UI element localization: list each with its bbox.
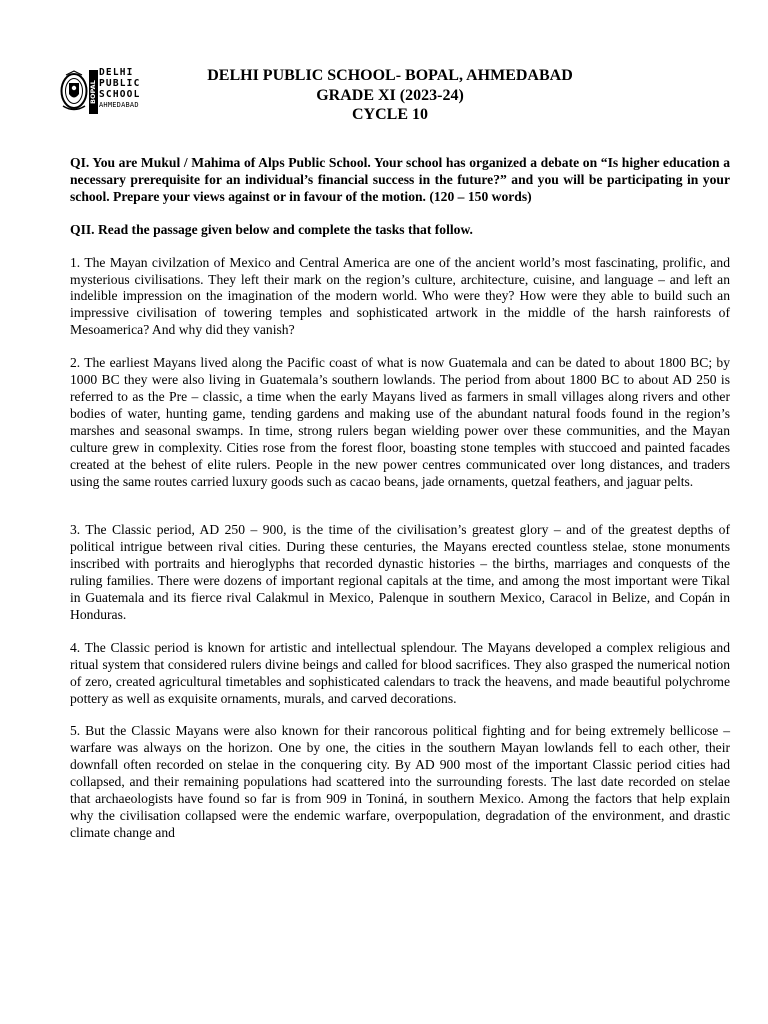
question-2: QII. Read the passage given below and complete the tasks that follow. [70,221,473,237]
passage-paragraph-4: 4. The Classic period is known for artistic and intellectual splendour. The Mayans developed a complex religious and ritual system that considered rulers divine beings and called for blood sacrifices. They also grasped the numerical notion of zero, created agricultural timetables and sophisticated calendars to track the heavens, and made beautiful polychrome pottery as well as exquisite ornaments, murals, and carved decorations. [70,639,730,706]
school-logo [60,66,156,116]
grade-title: GRADE XI (2023-24) [316,86,464,104]
document-body [70,155,730,858]
school-crest-icon [60,66,88,116]
logo-line-city: AHMEDABAD [99,101,139,109]
cycle-title: CYCLE 10 [351,106,428,123]
logo-line-delhi: DELHI [99,67,134,78]
passage-paragraph-3: 3. The Classic period, AD 250 – 900, is the time of the civilisation’s greatest glory – and of the greatest depths of political intrigue between rival cities. During these centuries, the Mayans erected countless stelae, stone monuments inscribed with portraits and hieroglyphs that recorded dynastic histories – the births, marriages and conquests of the ruling families. There were dozens of important regional capitals at the time, and among the most important were Tikal in Guatemala and its fierce rival Calakmul in Mexico, Palenque in southern Mexico, Caracol in Belize, and Copán in Honduras. [70,522,730,622]
passage-paragraph-2: 2. The earliest Mayans lived along the Pacific coast of what is now Guatemala and can be dated to about 1800 BC; by 1000 BC they were also living in Guatemala’s southern lowlands. The period from about 1800 BC to about AD 250 is referred to as the Pre – classic, a time when the early Mayans lived as farmers in small villages along rivers and other bodies of water, hunting game, tending gardens and making use of the abundant natural foods found in the region’s marshes and seasonal swamps. In time, strong rulers began wielding power over these communities, and the Mayan culture grew in complexity. Cities rose from the forest floor, boasting stone temples with stuccoed and painted facades created at the behest of elite rulers. People in the new power centres communicated over long distances, and traders using the same routes carried luxury goods such as cacao beans, jade ornaments, quetzal feathers, and jaguar pelts. [70,355,730,489]
logo-wordmark [99,67,141,111]
school-title: DELHI PUBLIC SCHOOL- BOPAL, AHMEDABAD [207,67,573,84]
document-header [150,66,630,125]
logo-line-school: SCHOOL [99,89,141,100]
bopal-vertical-label: BOPAL [89,70,98,114]
passage-paragraph-1: 1. The Mayan civilzation of Mexico and Central America are one of the ancient world’s most fascinating, prolific, and mysterious civilisations. They left their mark on the region’s culture, architecture, cuisine, and language – and left an indelible impression on the imagination of the modern world. Who were they? How were they able to build such an impressive civilisation of towering temples and sophisticated artwork in the middle of the harsh rainforests of Mesoamerica? And why did they vanish? [70,254,730,338]
logo-line-public: PUBLIC [99,78,141,89]
question-1: QI. You are Mukul / Mahima of Alps Public School. Your school has organized a debate on “Is higher education a necessary prerequisite for an individual’s financial success in the future?” and you will be participating in your school. Prepare your views against or in favour of the motion. (120 – 150 words) [70,155,730,204]
passage-paragraph-5: 5. But the Classic Mayans were also known for their rancorous political fighting and for being extremely bellicose – warfare was always on the horizon. One by one, the cities in the southern Mayan lowlands fell to each other, their downfall often recorded on stelae in the conquering city. By AD 900 most of the important Classic period cities had collapsed, and their remaining populations had scattered into the surrounding forests. The last date recorded on stelae that archaeologists have found so far is from 909 in Toniná, in southern Mexico. Among the factors that help explain why the civilisation collapsed were the endemic warfare, overpopulation, degradation of the environment, and drastic climate change and [70,723,730,840]
